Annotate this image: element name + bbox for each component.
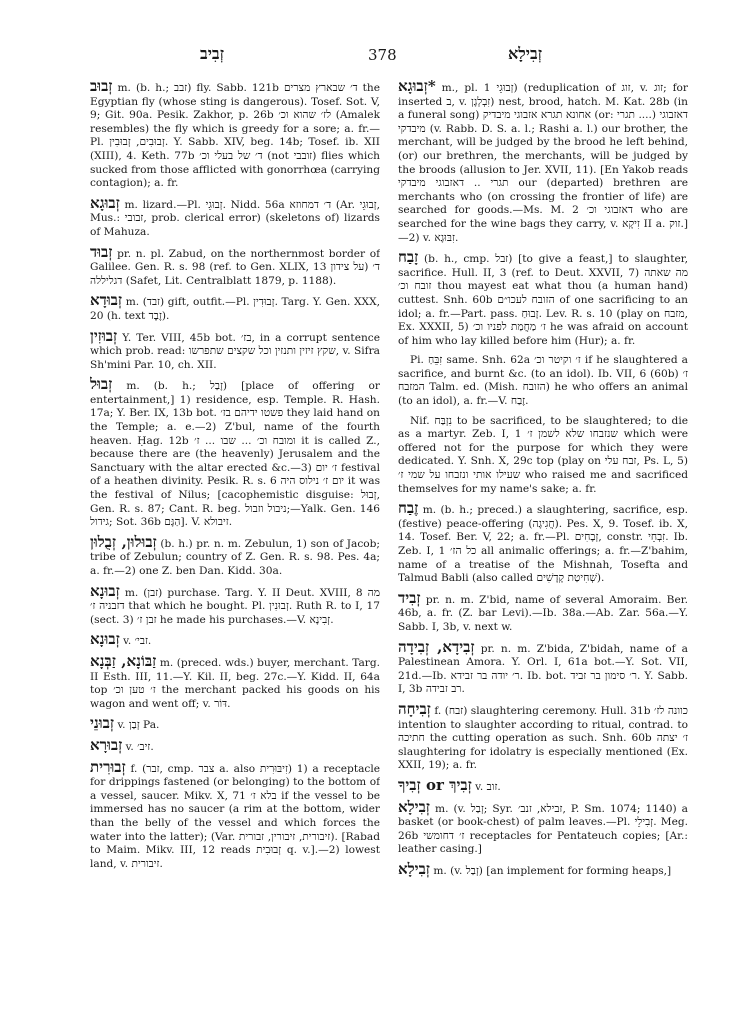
entry-text: f. (זבח) slaughtering ceremony. Hull. 31b כוונה לז׳ intention to slaughter according to ritual, contrad. to חתיכה the cutting operation as such. Snh. 60b ז׳ יצתה slaughtering for idolatry is especially mentioned (Ex. XXII, 19); a. fr.: [398, 704, 688, 772]
dictionary-entry: [90, 193, 380, 240]
entry-text: m. lizard.—Pl. זְבוּגֵי. Nidd. 56a ד׳ דמחוזא (Ar. זְבוּגֵי, Mus.: זבובי, prob. clerical error) (skeletons of) lizards of Mahuza.: [90, 198, 380, 238]
dictionary-entry: [398, 775, 688, 795]
dictionary-entry: [90, 80, 380, 191]
dictionary-entry: [90, 326, 380, 373]
entry-text: Y. Ter. VIII, 45b bot. בז׳, in a corrupt sentence which prob. read: שקץ זיזין ותנזין וכל שקצים שתפרשו, v. Sifra Sh'mini Par. 10, ch. XII.: [90, 331, 380, 371]
entry-headword: זְבוּדָא: [90, 291, 123, 310]
dictionary-entry: [90, 651, 380, 711]
entry-headword: זְבוּנֵי: [90, 714, 115, 733]
entry-headword: זְבִיךְ or זְבִיךָ: [398, 775, 472, 794]
entry-headword: זְבוּלוּן, זְבֻלוּן: [90, 532, 157, 551]
dictionary-entry: [398, 699, 688, 773]
entry-text: m. (preced. wds.) buyer, merchant. Targ. II Esth. III, 11.—Y. Kil. II, beg. 27c.—Y. Kidd. II, 64a top ז׳ טען וכ׳ the merchant packed his goods on his wagon and went off; v. דּוֹר.: [90, 656, 380, 710]
entry-text: m. (b. h.; זבב) fly. Sabb. 121b ד׳ שבארץ מצרים the Egyptian fly (whose sting is dangerous). Tosef. Sot. V, 9; Git. 90a. Pesik. Zakhor, p. 26b לז׳ שהוא וכ׳ (Amalek resembles) the fly which is greedy for a sore; a. fr.—Pl. זְבוּבִים, זְבוּבִין. Y. Sabb. XIV, beg. 14b; Tosef. ib. XII (XIII), 4. Keth. 77b ד׳ של בעלי וכ׳ (not זובבי) flies which sucked from those afflicted with gonorrhœa (carrying contagion); a. fr.: [90, 82, 380, 190]
dictionary-entry: [90, 242, 380, 289]
entry-text: (b. h.) pr. n. m. Zebulun, 1) son of Jacob; tribe of Zebulun; country of Z. Gen. R. s. 98. Pes. 4a; a. fr.—2) one Z. ben Dan. Kidd. 30a.: [90, 537, 380, 577]
entry-text: v. זוב.: [475, 780, 501, 793]
entry-headword: זְבוּד: [90, 242, 113, 261]
dictionary-entry: [398, 859, 688, 879]
entry-text: m. (v. זְבַל; Syr. זבילא, זנב׳, P. Sm. 1074; 1140) a basket (or book-chest) of palm leaves.—Pl. זְבִילֵי. Meg. 26b ז׳ דחומשי receptacles for Pentateuch copies; [Ar.: leather casing.]: [398, 802, 688, 856]
entry-headword: זְבוּרָא: [90, 735, 123, 754]
dictionary-entry: [90, 735, 380, 755]
entry-headword: זְבִיד: [398, 588, 421, 607]
dictionary-entry: [90, 291, 380, 323]
page-number: 378: [368, 46, 397, 64]
entry-text: v. זבי׳.: [123, 635, 152, 648]
entry-text: f. (זבר, cmp. צבר a. also זִיבּוּרִית) 1) a receptacle for drippings fastened (or belonging) to the bottom of a vessel, saucer. Mikv. X, 71 בלא ז׳ if the vessel to be immersed has no saucer (a rim at the bottom, wider than the belly of the vessel and which forces the water into the latter); (Var. זיבורית, זיבורין, זבורית). [Rabad to Maim. Mikv. III, 12 reads זְבוּבִית q. v.].—2) lowest land, v. זיבורית.: [90, 762, 380, 870]
entry-text: m. (v. זְבַל) [an implement for forming heaps,]: [433, 864, 672, 877]
entry-text: m. (b. h.; preced.) a slaughtering, sacrifice, esp. (festive) peace-offering (חֲגִיגָה). Pes. X, 9. Tosef. ib. X, 14. Tosef. Ber. V, 22; a. fr.—Pl. זְבָחִים, constr. זִבְחֵי. Ib. Zeb. I, 1 כל הז׳ all animalic offerings; a. fr.—Z'bahim, name of a treatise of the Mishnah, Tosefta and Talmud Babli (also called שְׁחִיטַת קָדָשִׁים).: [398, 504, 688, 585]
entry-text: m., pl. זְבוּגֵי 1) (reduplication of זוג, v. זוג; for inserted ב, v. זִבְלְגָן) nest, brood, hatch. M. Kat. 28b (in a funeral song) אחונא תגרא אזבוגי מיבדיק (or: תגרי ....) דאזבוגי מיבדקי (v. Rabb. D. S. a. l.; Rashi a. l.) our brother, the merchant, will be judged by the brood he left behind, (or) our brethren, the merchants, will be judged by the broods (allusion to Jer. XVII, 11). [En Yakob reads תגרי .. דאזבוגי מיבדקי our (departed) brethren are merchants who (on crossing the frontier of life) are searched for goods.—Ms. M. 2 דאזבוגי וכ׳ who are searched for the wine bags they carry, v. זִיקָא II a. זוק.]—2) v. זִבּוּגָא.: [398, 82, 688, 244]
entry-text: Pi. זִבֵּחַ same. Snh. 62a ז׳ וקיטר וכ׳ if he slaughtered a sacrifice, and burnt &c. (to an idol). Ib. VII, 6 (60b) ז׳ המזבח Talm. ed. (Mish. הזובח) he who offers an animal (to an idol), a. fr.—V. זֶבַח.: [398, 354, 688, 408]
entry-headword: זְבִילָא: [398, 859, 430, 878]
entry-text: m. (b. h.; זָבַל) [place of offering or entertainment,] 1) residence, esp. Temple. R. Hash. 17a; Y. Ber. IX, 13b bot. פשטו ידיהם בז׳ they laid hand on the Temple; a. e.—2) Z'bul, name of the fourth heaven. Ḥag. 12b ומובח וכ׳ ... שבו ... ז׳ it is called Z., because there are (the heavenly) Jerusalem and the Sanctuary with the altar erected &c.—3) ז׳ יום festival of a heathen divinity. Pesik. R. s. 6 יום ז׳ נילוס היה it was the festival of Nilus; [cacophemistic disguise: זְבוּל, Gen. R. s. 87; Cant. R. beg. ניבול וזבול;—Yalk. Gen. 146 גידול; Sot. 36b הַגָּם]. V. זיבולא.: [90, 380, 380, 529]
entry-text: m. (זבד) gift, outfit.—Pl. זְבוּדִין. Targ. Y. Gen. XXX, 20 (h. text זֶבֶד).: [90, 296, 380, 322]
entry-headword: זְבוּרִית: [90, 757, 126, 776]
entry-headword: זְבוּגָא: [90, 193, 120, 212]
dictionary-entry: [398, 797, 688, 857]
entry-text: Nif. נִזְבַּח to be sacrificed, to be slaughtered; to die as a martyr. Zeb. I, 1 שנזבחו שלא לשמן ז׳ which were offered not for the purpose for which they were dedicated. Y. Snh. X, 29c top (play on זבח עלי, Ps. L, 5) שעילו אותי ונזבחו על שמי ז׳ who raised me and sacrificed themselves for my name's sake; a. fr.: [398, 414, 688, 495]
entry-text: pr. n. pl. Zabud, on the northernmost border of Galilee. Gen. R. s. 98 (ref. to Gen. XLIX, 13 על צידון) ד׳ דגליללה (Safet, Lit. Centralblatt 1879, p. 1188).: [90, 247, 380, 287]
entry-headword: *זְבוּגָא: [398, 80, 436, 95]
entry-text: (b. h., cmp. זבל) [to give a feast,] to slaughter, sacrifice. Hull. II, 3 (ref. to Deut. XXVII, 7) מה שאתה זובח וכ׳ thou mayest eat what thou (a human hand) cuttest. Snh. 60b הזובח לעכו״ם of one sacrificing to an idol; a. fr.—Part. pass. זָבוּחַ. Lev. R. s. 10 (play on מזבח, Ex. XXXII, 5) ז׳ מַחֲמַת לפניו וכ׳ he was afraid on account of him who lay killed before him (Hur); a. fr.: [398, 253, 688, 347]
entry-headword: זְבוּב: [90, 80, 113, 95]
dictionary-entry: [90, 757, 380, 872]
running-head-right: זְבִילָא: [508, 44, 543, 63]
dictionary-entry: [398, 248, 688, 348]
entry-text: v. זיב׳.: [125, 740, 154, 753]
dictionary-entry: [90, 714, 380, 733]
entry-text: m. (זבן) purchase. Targ. Y. II Deut. XVIII, 8 מה דזבניה ז׳ that which he bought. Pl. זְבוּנִין. Ruth R. to I, 17 (sect. 3) זבן ז׳ he made his purchases.—V. זְבִינָא.: [90, 586, 380, 626]
dictionary-entry: [90, 630, 380, 649]
entry-text: v. זְבַן Pa.: [117, 719, 160, 732]
dictionary-entry: [90, 581, 380, 628]
running-head-left: זְבִיב: [200, 44, 225, 63]
entry-text: pr. n. m. Z'bid, name of several Amoraim. Ber. 46b, a. fr. (Z. bar Levi).—Ib. 38a.—Ab. Zar. 56a.—Y. Sabb. I, 3b, v. next w.: [398, 593, 688, 633]
entry-headword: זְבִילָא: [398, 797, 430, 816]
dictionary-entry: [398, 588, 688, 635]
dictionary-entry: [90, 375, 380, 530]
entry-headword: זְבִיחָה: [398, 699, 431, 718]
dictionary-entry: [90, 532, 380, 579]
dictionary-entry: [398, 80, 688, 245]
entry-text: pr. n. m. Z'bida, Z'bidah, name of a Palestinean Amora. Y. Orl. I, 61a bot.—Y. Sot. VII, 21d.—Ib. ר׳ יודה בר זבידא. Ib. bot. ר׳ סימון בר זביד. Y. Sabb. I, 3b רב זבידה.: [398, 642, 688, 696]
right-column: [398, 80, 688, 1005]
dictionary-entry: [398, 415, 688, 497]
left-column: [90, 80, 380, 1005]
dictionary-entry: [398, 637, 688, 697]
entry-headword: זְבוּנָא: [90, 581, 120, 600]
entry-headword: זְבוּל: [90, 375, 113, 394]
entry-headword: זְבוּזִין: [90, 326, 118, 345]
entry-headword: זַבּוֹנָא, זַבְּנָא: [90, 651, 157, 670]
page-header: [0, 44, 750, 70]
entry-headword: זֶבַח: [398, 499, 419, 518]
dictionary-entry: [398, 354, 688, 408]
entry-headword: זָבַח: [398, 248, 419, 267]
entry-headword: זְבוּנָא: [90, 630, 120, 649]
entry-headword: זְבִידָא, זְבִידָה: [398, 637, 475, 656]
dictionary-entry: [398, 499, 688, 586]
